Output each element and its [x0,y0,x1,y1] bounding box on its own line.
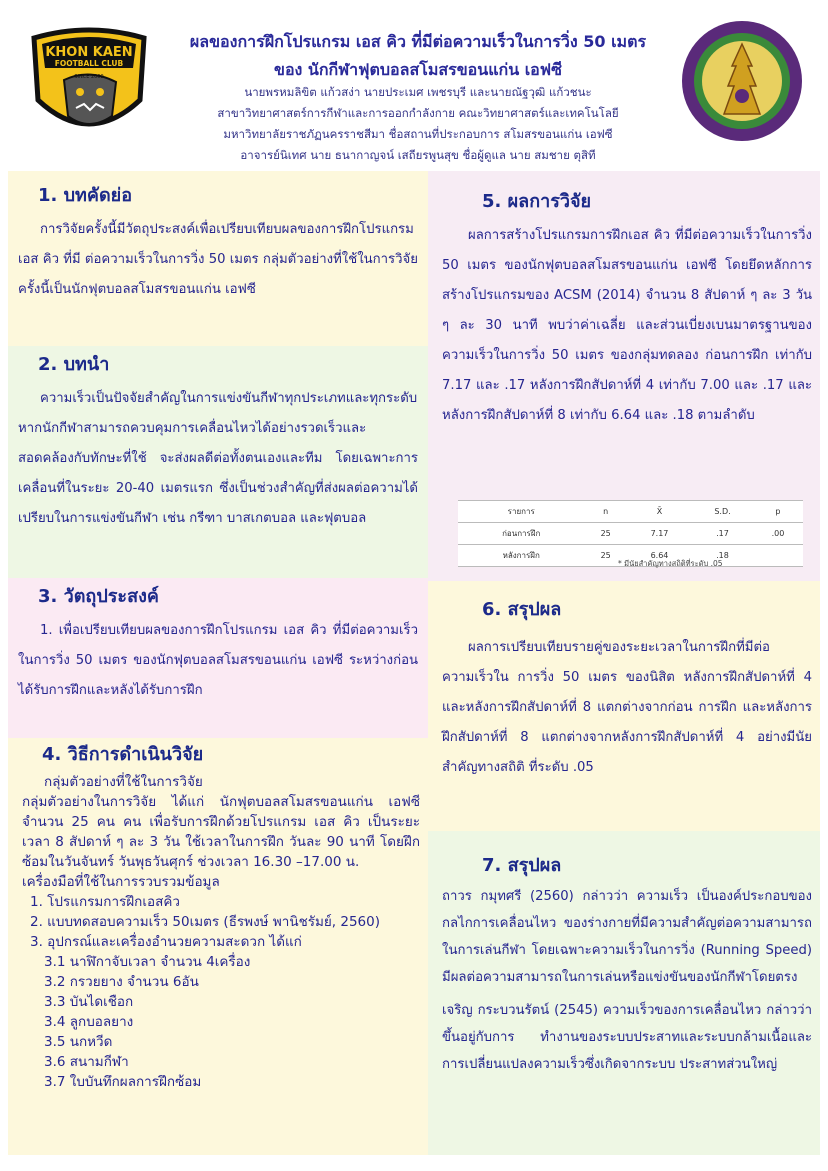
methods-sample-body: กลุ่มตัวอย่างในการวิจัย ได้แก่ นักฟุตบอลสโมสรขอนแก่น เอฟซี จำนวน 25 คน คน เพื่อรับการฝึกด้วยโปรแกรม เอส คิว เป็นระยะเวลา 8 สัปดาห์ ๆ ละ 3 วัน ใช้เวลาในการฝึก วันละ 90 นาที โดยฝึกซ้อมในวันจันทร์ วันพุธวันศุกร์ ช่วงเวลา 16.30 –17.00 น. [22,794,420,870]
section-methods [8,738,428,1155]
khon-kaen-fc-logo [24,20,154,150]
section-objectives [8,578,428,738]
poster [8,8,820,1155]
objectives-body: 1. เพื่อเปรียบเทียบผลของการฝึกโปรแกรม เอส คิว ที่มีต่อความเร็วในการวิ่ง 50 เมตร ของนักฟุตบอลสโมสรขอนแก่น เอฟซี ระหว่างก่อนได้รับการฝึกและหลังได้รับการฝึก [18,623,418,698]
equipment-item: 3.1 นาฬิกาจับเวลา จำนวน 4เครื่อง [44,954,251,970]
table-cell: 7.17 [627,523,692,545]
table-header-cell: X̄ [627,501,692,523]
methods-tools-subheading: เครื่องมือที่ใช้ในการรวบรวมข้อมูล [22,874,220,890]
equipment-item: 3.5 นกหวีด [44,1034,113,1050]
authors-block [158,82,678,166]
section-introduction [8,346,428,578]
table-cell: 25 [584,545,626,567]
equipment-item: 3.6 สนามกีฬา [44,1054,129,1070]
title-line-1: ผลของการฝึกโปรแกรม เอส คิว ที่มีต่อความเร็วในการวิ่ง 50 เมตร [189,32,647,51]
methods-sample-subheading: กลุ่มตัวอย่างที่ใช้ในการวิจัย [44,774,203,790]
discussion-body-1: ถาวร กมุทศรี (2560) กล่าวว่า ความเร็ว เป็นองค์ประกอบของกลไกการเคลื่อนไหว ของร่างกายที่มีความสำคัญต่อความสามารถในการเล่นกีฬา โดยเฉพาะความเร็วในการวิ่ง (Running Speed) มีผลต่อความสามารถในการเล่นหรือแข่งขันของนักกีฬาโดยตรง [442,889,812,985]
conclusion-heading: 6. สรุปผล [482,599,562,620]
abstract-heading: 1. บทคัดย่อ [38,185,133,206]
table-cell: .17 [692,523,753,545]
logo-text-small: SINCE 2009 [74,74,104,80]
section-discussion [428,831,820,1155]
results-heading: 5. ผลการวิจัย [482,191,592,212]
poster-title [158,28,678,84]
methods-tool-2: 2. แบบทดสอบความเร็ว 50เมตร (ธีรพงษ์ พานิชรัมย์, 2560) [30,914,380,930]
authors-line-2: สาขาวิทยาศาสตร์การกีฬาและการออกกำลังกาย คณะวิทยาศาสตร์และเทคโนโลยี [217,106,619,120]
results-table [458,500,803,567]
table-cell: .18 [692,545,753,567]
methods-tool-3: 3. อุปกรณ์และเครื่องอำนวยความสะดวก ได้แก่ [30,934,302,950]
authors-line-3: มหาวิทยาลัยราชภัฏนครราชสีมา ชื่อสถานที่ประกอบการ สโมสรขอนแก่น เอฟซี [223,127,613,141]
conclusion-body: ผลการเปรียบเทียบรายคู่ของระยะเวลาในการฝึกที่มีต่อความเร็วใน การวิ่ง 50 เมตร ของนิสิต หลังการฝึกสัปดาห์ที่ 4 และหลังการฝึกสัปดาห์ที่ 8 แตกต่างจากก่อน การฝึก และหลังการฝึกสัปดาห์ที่ 8 แตกต่างจากหลังการฝึกสัปดาห์ที่ 4 อย่างมีนัยสำคัญทางสถิติ ที่ระดับ .05 [442,640,812,775]
logo-text-top: KHON KAEN [45,45,133,60]
university-seal [680,16,804,146]
methods-tool-1: 1. โปรแกรมการฝึกเอสคิว [30,894,180,910]
objectives-heading: 3. วัตถุประสงค์ [38,586,159,607]
table-header-row [458,501,803,523]
section-abstract [8,171,428,346]
equipment-item: 3.4 ลูกบอลยาง [44,1014,134,1030]
table-header-cell: S.D. [692,501,753,523]
table-cell [753,545,803,567]
results-body: ผลการสร้างโปรแกรมการฝึกเอส คิว ที่มีต่อความเร็วในการวิ่ง 50 เมตร ของนักฟุตบอลสโมสรขอนแก่น เอฟซี โดยยึดหลักการสร้างโปรแกรมของ ACSM (2014) จำนวน 8 สัปดาห์ ๆ ละ 3 วัน ๆ ละ 30 นาที พบว่าค่าเฉลี่ย และส่วนเบี่ยงเบนมาตรฐานของความเร็วในการวิ่ง 50 เมตร ของกลุ่มทดลอง ก่อนการฝึก เท่ากับ 7.17 และ .17 หลังการฝึกสัปดาห์ที่ 4 เท่ากับ 7.00 และ .17 และหลังการฝึกสัปดาห์ที่ 8 เท่ากับ 6.64 และ .18 ตามลำดับ [442,228,812,423]
table-cell: 25 [584,523,626,545]
table-cell: หลังการฝึก [458,545,584,567]
authors-line-4: อาจารย์นิเทศ นาย ธนากาญจน์ เสถียรพูนสุข ชื่อผู้ดูแล นาย สมชาย ตุสิที [240,148,596,162]
table-header-cell: n [584,501,626,523]
introduction-body: ความเร็วเป็นปัจจัยสำคัญในการแข่งขันกีฬาทุกประเภทและทุกระดับ หากนักกีฬาสามารถควบคุมการเคลื่อนไหวได้อย่างรวดเร็วและสอดคล้องกับทักษะที่ใช้ จะส่งผลดีต่อทั้งตนเองและทีม โดยเฉพาะการเคลื่อนที่ในระยะ 20-40 เมตรแรก ซึ่งเป็นช่วงสำคัญที่ส่งผลต่อความได้เปรียบในการแข่งขันกีฬา เช่น กรีฑา บาสเกตบอล และฟุตบอล [18,391,418,526]
authors-line-1: นายพรหมลิขิต แก้วสง่า นายประเมศ เพชรบุรี และนายณัฐวุฒิ แก้วชนะ [244,85,592,99]
table-row [458,523,803,545]
table-cell: 6.64 [627,545,692,567]
discussion-body-2: เจริญ กระบวนรัตน์ (2545) ความเร็วของการเคลื่อนไหว กล่าวว่าขึ้นอยู่กับการ ทำงานของระบบประสาทและระบบกล้ามเนื้อและการเปลี่ยนแปลงความเร็วซึ่งเกิดจากระบบ ประสาทส่วนใหญ่ [442,1003,812,1072]
equipment-item: 3.3 บันไดเชือก [44,994,134,1010]
table-header-cell: p [753,501,803,523]
abstract-body: การวิจัยครั้งนี้มีวัตถุประสงค์เพื่อเปรียบเทียบผลของการฝึกโปรแกรม เอส คิว ที่มี ต่อความเร็วในการวิ่ง 50 เมตร กลุ่มตัวอย่างที่ใช้ในการวิจัยครั้งนี้เป็นนักฟุตบอลสโมสรขอนแก่น เอฟซี [18,222,418,297]
equipment-item: 3.2 กรวยยาง จำนวน 6อัน [44,974,199,990]
discussion-heading: 7. สรุปผล [482,855,562,876]
table-note: * มีนัยสำคัญทางสถิติที่ระดับ .05 [618,559,723,568]
table-cell: .00 [753,523,803,545]
equipment-item: 3.7 ใบบันทึกผลการฝึกซ้อม [44,1074,202,1090]
introduction-heading: 2. บทนำ [38,354,110,375]
table-cell: ก่อนการฝึก [458,523,584,545]
methods-heading: 4. วิธีการดำเนินวิจัย [42,744,204,765]
section-conclusion [428,581,820,831]
logo-text-mid: FOOTBALL CLUB [54,59,124,68]
poster-header [8,8,820,171]
title-line-2: ของ นักกีฬาฟุตบอลสโมสรขอนแก่น เอฟซี [274,60,562,79]
table-header-cell: รายการ [458,501,584,523]
